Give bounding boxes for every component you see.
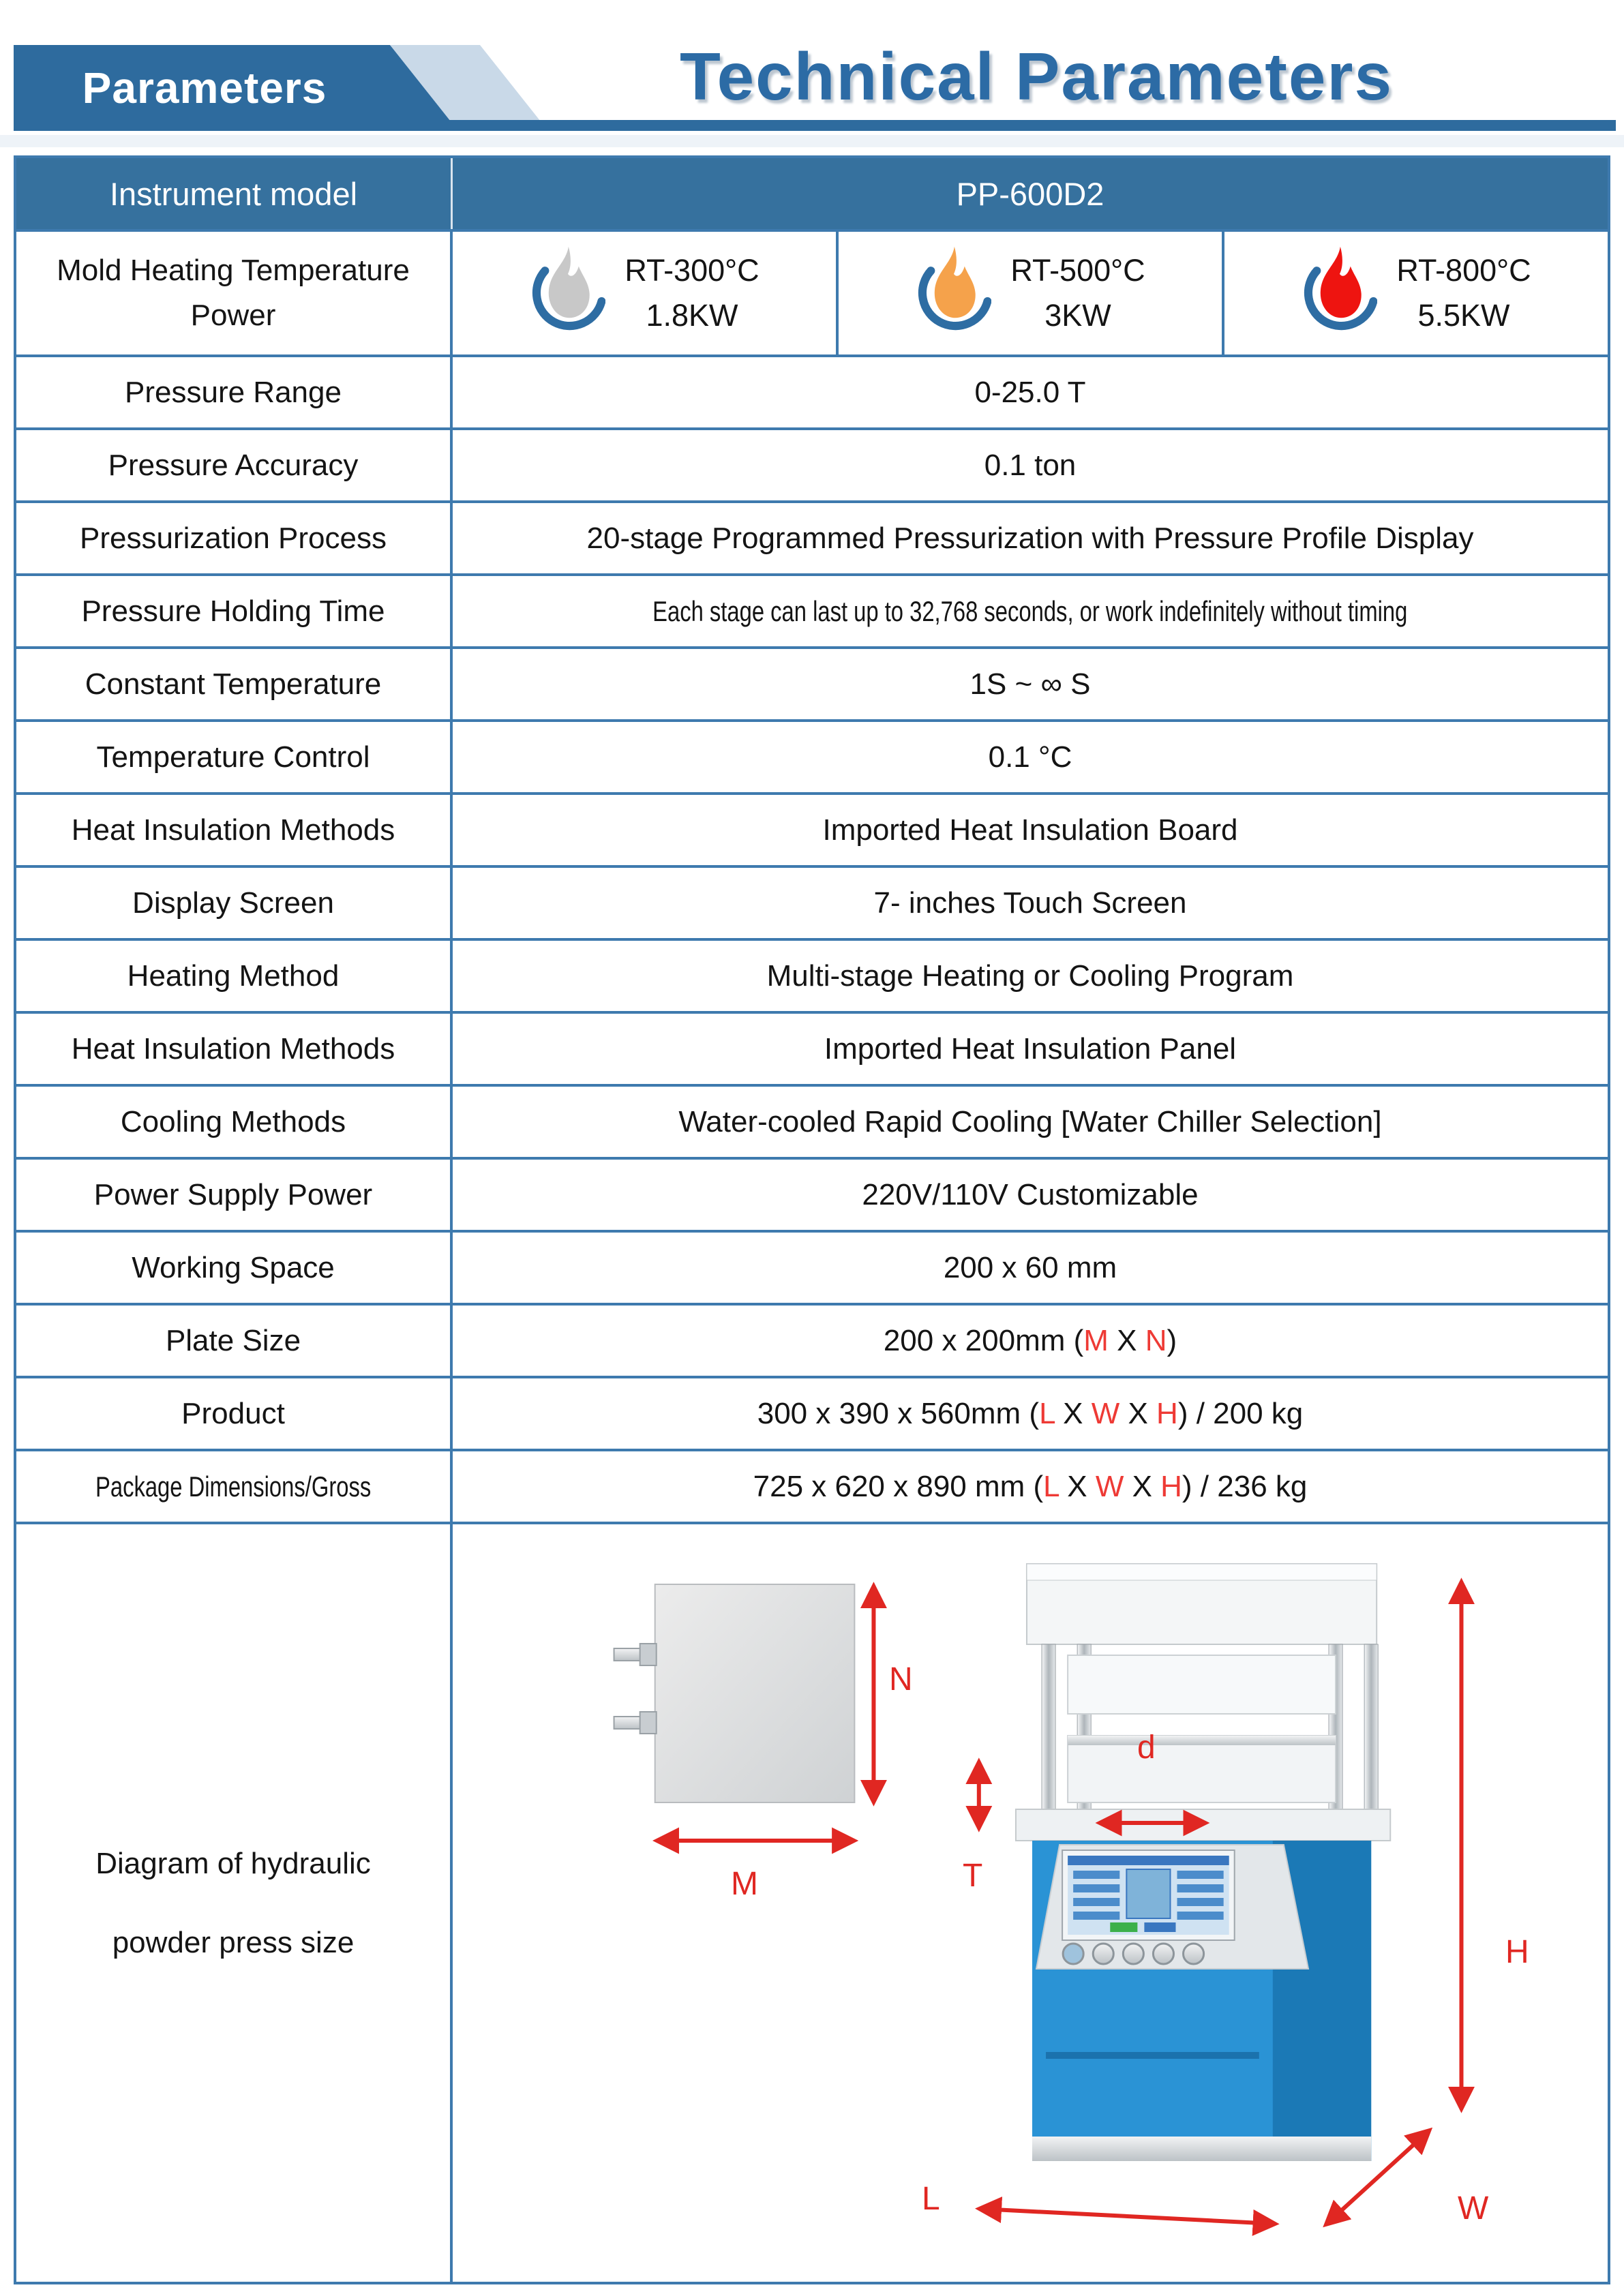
dim-label-t: T	[963, 1858, 983, 1894]
row-label	[16, 1087, 453, 1157]
value-part: X	[1124, 1469, 1161, 1503]
dim-label-w: W	[1458, 2190, 1489, 2227]
row-label-text: Cooling Methods	[120, 1104, 346, 1138]
value-part: W	[1095, 1469, 1124, 1503]
row-value-text	[822, 813, 1237, 847]
row-value	[453, 1306, 1608, 1376]
row-value	[453, 1160, 1608, 1230]
value-part: 7- inches Touch Screen	[873, 886, 1187, 920]
dim-label-m: M	[731, 1866, 758, 1902]
value-part: 0-25.0 T	[974, 375, 1086, 409]
heating-power: 5.5KW	[1417, 298, 1510, 333]
heating-power: 1.8KW	[646, 298, 738, 333]
row-value	[453, 722, 1608, 792]
value-part: 1S ~ ∞ S	[969, 667, 1091, 701]
dim-label-h: H	[1505, 1934, 1529, 1970]
row-value-text	[884, 1324, 1177, 1358]
banner-underline-bar	[14, 120, 1616, 131]
row-value	[453, 941, 1608, 1011]
table-row-diagram	[16, 1522, 1608, 2282]
row-label	[16, 430, 453, 500]
value-part: 200 x 200mm (	[883, 1323, 1084, 1357]
header-instrument-model: Instrument model	[16, 158, 453, 229]
value-part: X	[1059, 1469, 1096, 1503]
heating-option-text	[625, 253, 759, 333]
row-value-text	[587, 522, 1474, 556]
value-part: N	[1145, 1323, 1167, 1357]
row-value-text	[984, 449, 1077, 483]
flame-icon-gray	[529, 242, 605, 345]
value-part: 0.1 °C	[988, 740, 1072, 774]
row-label	[16, 1233, 453, 1303]
row-label	[16, 795, 453, 865]
row-value	[453, 503, 1608, 573]
parameters-tab-label: Parameters	[82, 63, 327, 112]
table-row	[16, 865, 1608, 938]
value-part: 20-stage Programmed Pressurization with Pressure Profile Display	[586, 521, 1474, 555]
value-part: H	[1160, 1469, 1182, 1503]
value-part: M	[1083, 1323, 1109, 1357]
heating-option-2	[836, 232, 1222, 354]
row-value-text	[753, 1470, 1308, 1504]
row-value-text	[944, 1251, 1117, 1285]
dim-label-n: N	[889, 1661, 913, 1697]
row-label	[16, 1014, 453, 1084]
row-label-text: Heating Method	[127, 959, 340, 993]
heating-option-text	[1396, 253, 1531, 333]
row-label	[16, 1451, 453, 1522]
table-row	[16, 1157, 1608, 1230]
heating-option-3	[1222, 232, 1608, 354]
technical-parameters-table	[14, 155, 1610, 2284]
press-size-diagram	[453, 1524, 1608, 2282]
table-row	[16, 573, 1608, 646]
value-part: Imported Heat Insulation Panel	[824, 1031, 1237, 1066]
heating-plate-illustration	[614, 1584, 855, 1802]
row-label	[16, 868, 453, 938]
table-row	[16, 1449, 1608, 1522]
value-part: Imported Heat Insulation Board	[822, 813, 1238, 847]
value-part: X	[1119, 1396, 1157, 1430]
row-label-line2: Power	[190, 299, 276, 332]
row-label-text: Pressurization Process	[80, 521, 387, 555]
row-label	[16, 232, 453, 354]
value-part: 300 x 390 x 560mm (	[757, 1396, 1040, 1430]
press-size-illustration	[453, 1524, 1608, 2282]
banner-shadow-stripe	[0, 135, 1624, 147]
table-row	[16, 354, 1608, 427]
row-label	[16, 1306, 453, 1376]
value-part: Each stage can last up to 32,768 seconds, or work indefinitely without timing	[652, 594, 1408, 627]
row-label-text: Power Supply Power	[93, 1177, 373, 1211]
table-row	[16, 938, 1608, 1011]
row-value	[453, 1014, 1608, 1084]
dim-label-l: L	[922, 2181, 940, 2217]
heating-temp: RT-800°C	[1396, 253, 1531, 288]
table-row	[16, 1011, 1608, 1084]
row-label-text: Pressure Range	[125, 375, 342, 409]
row-value	[453, 868, 1608, 938]
table-row	[16, 792, 1608, 865]
row-label-text: Pressure Accuracy	[108, 448, 359, 482]
row-label	[16, 941, 453, 1011]
row-label-text: Constant Temperature	[85, 667, 382, 701]
l-dimension-arrow	[980, 2209, 1274, 2224]
row-value-text	[862, 1178, 1198, 1212]
row-value	[453, 1378, 1608, 1449]
table-row-mold-heating	[16, 229, 1608, 354]
row-label-text: Heat Insulation Methods	[71, 813, 395, 847]
row-value-text	[974, 376, 1085, 410]
flame-icon-orange	[915, 242, 991, 345]
heating-option-text	[1010, 253, 1145, 333]
row-value-text	[970, 667, 1091, 701]
table-row	[16, 1303, 1608, 1376]
heating-options	[453, 232, 1608, 354]
page-title: Technical Parameters	[680, 39, 1393, 114]
value-part: 725 x 620 x 890 mm (	[753, 1469, 1044, 1503]
table-row	[16, 1084, 1608, 1157]
row-value-text	[678, 1105, 1381, 1139]
row-value-text	[824, 1032, 1236, 1066]
heating-option-1	[453, 232, 836, 354]
row-value-text	[652, 595, 1407, 628]
row-value	[453, 1087, 1608, 1157]
value-part: L	[1039, 1396, 1055, 1430]
value-part: )	[1167, 1323, 1177, 1357]
row-value-text	[757, 1397, 1304, 1431]
row-label	[16, 576, 453, 646]
table-row	[16, 719, 1608, 792]
row-label	[16, 722, 453, 792]
value-part: Water-cooled Rapid Cooling [Water Chiller Selection]	[678, 1104, 1382, 1138]
table-row	[16, 1376, 1608, 1449]
value-part: ) / 200 kg	[1177, 1396, 1304, 1430]
value-part: H	[1156, 1396, 1178, 1430]
row-value	[453, 795, 1608, 865]
row-value	[453, 357, 1608, 427]
header-model-value: PP-600D2	[956, 175, 1104, 212]
value-part: Multi-stage Heating or Cooling Program	[766, 959, 1294, 993]
value-part: 0.1 ton	[984, 448, 1077, 482]
table-row	[16, 500, 1608, 573]
heating-temp: RT-300°C	[625, 253, 760, 288]
row-label	[16, 1378, 453, 1449]
row-value-text	[989, 740, 1072, 774]
value-part: W	[1091, 1396, 1120, 1430]
row-label-text: Product	[181, 1396, 285, 1430]
row-value	[453, 576, 1608, 646]
diagram-label-line2: powder press size	[112, 1925, 355, 1959]
row-value	[453, 430, 1608, 500]
row-label	[16, 357, 453, 427]
dim-label-d: d	[1137, 1730, 1156, 1766]
row-label-text: Display Screen	[132, 886, 334, 920]
heating-power: 3KW	[1044, 298, 1111, 333]
value-part: 200 x 60 mm	[943, 1250, 1117, 1284]
row-label-text: Temperature Control	[96, 740, 370, 774]
value-part: ) / 236 kg	[1182, 1469, 1308, 1503]
row-value	[453, 1233, 1608, 1303]
row-label	[16, 1160, 453, 1230]
table-row	[16, 427, 1608, 500]
diagram-label	[16, 1524, 453, 2282]
value-part: 220V/110V Customizable	[862, 1177, 1199, 1211]
table-header-row	[16, 158, 1608, 229]
diagram-label-line1: Diagram of hydraulic	[95, 1846, 371, 1880]
row-label-text: Heat Insulation Methods	[71, 1031, 395, 1066]
table-row	[16, 1230, 1608, 1303]
press-machine-illustration	[1016, 1564, 1390, 2161]
heating-temp: RT-500°C	[1010, 253, 1145, 288]
row-label-text: Pressure Holding Time	[81, 594, 385, 628]
row-value-text	[873, 886, 1186, 920]
row-label-text: Working Space	[132, 1250, 335, 1284]
row-label	[16, 503, 453, 573]
row-value	[453, 649, 1608, 719]
table-row	[16, 646, 1608, 719]
row-label-line1: Mold Heating Temperature	[57, 254, 410, 287]
value-part: X	[1054, 1396, 1092, 1430]
value-part: L	[1043, 1469, 1059, 1503]
row-value	[453, 1451, 1608, 1522]
flame-icon-red	[1301, 242, 1377, 345]
row-label-text: Package Dimensions/Gross	[95, 1470, 372, 1503]
value-part: X	[1108, 1323, 1145, 1357]
row-label-text: Plate Size	[165, 1323, 301, 1357]
row-value-text	[767, 959, 1294, 993]
row-label	[16, 649, 453, 719]
